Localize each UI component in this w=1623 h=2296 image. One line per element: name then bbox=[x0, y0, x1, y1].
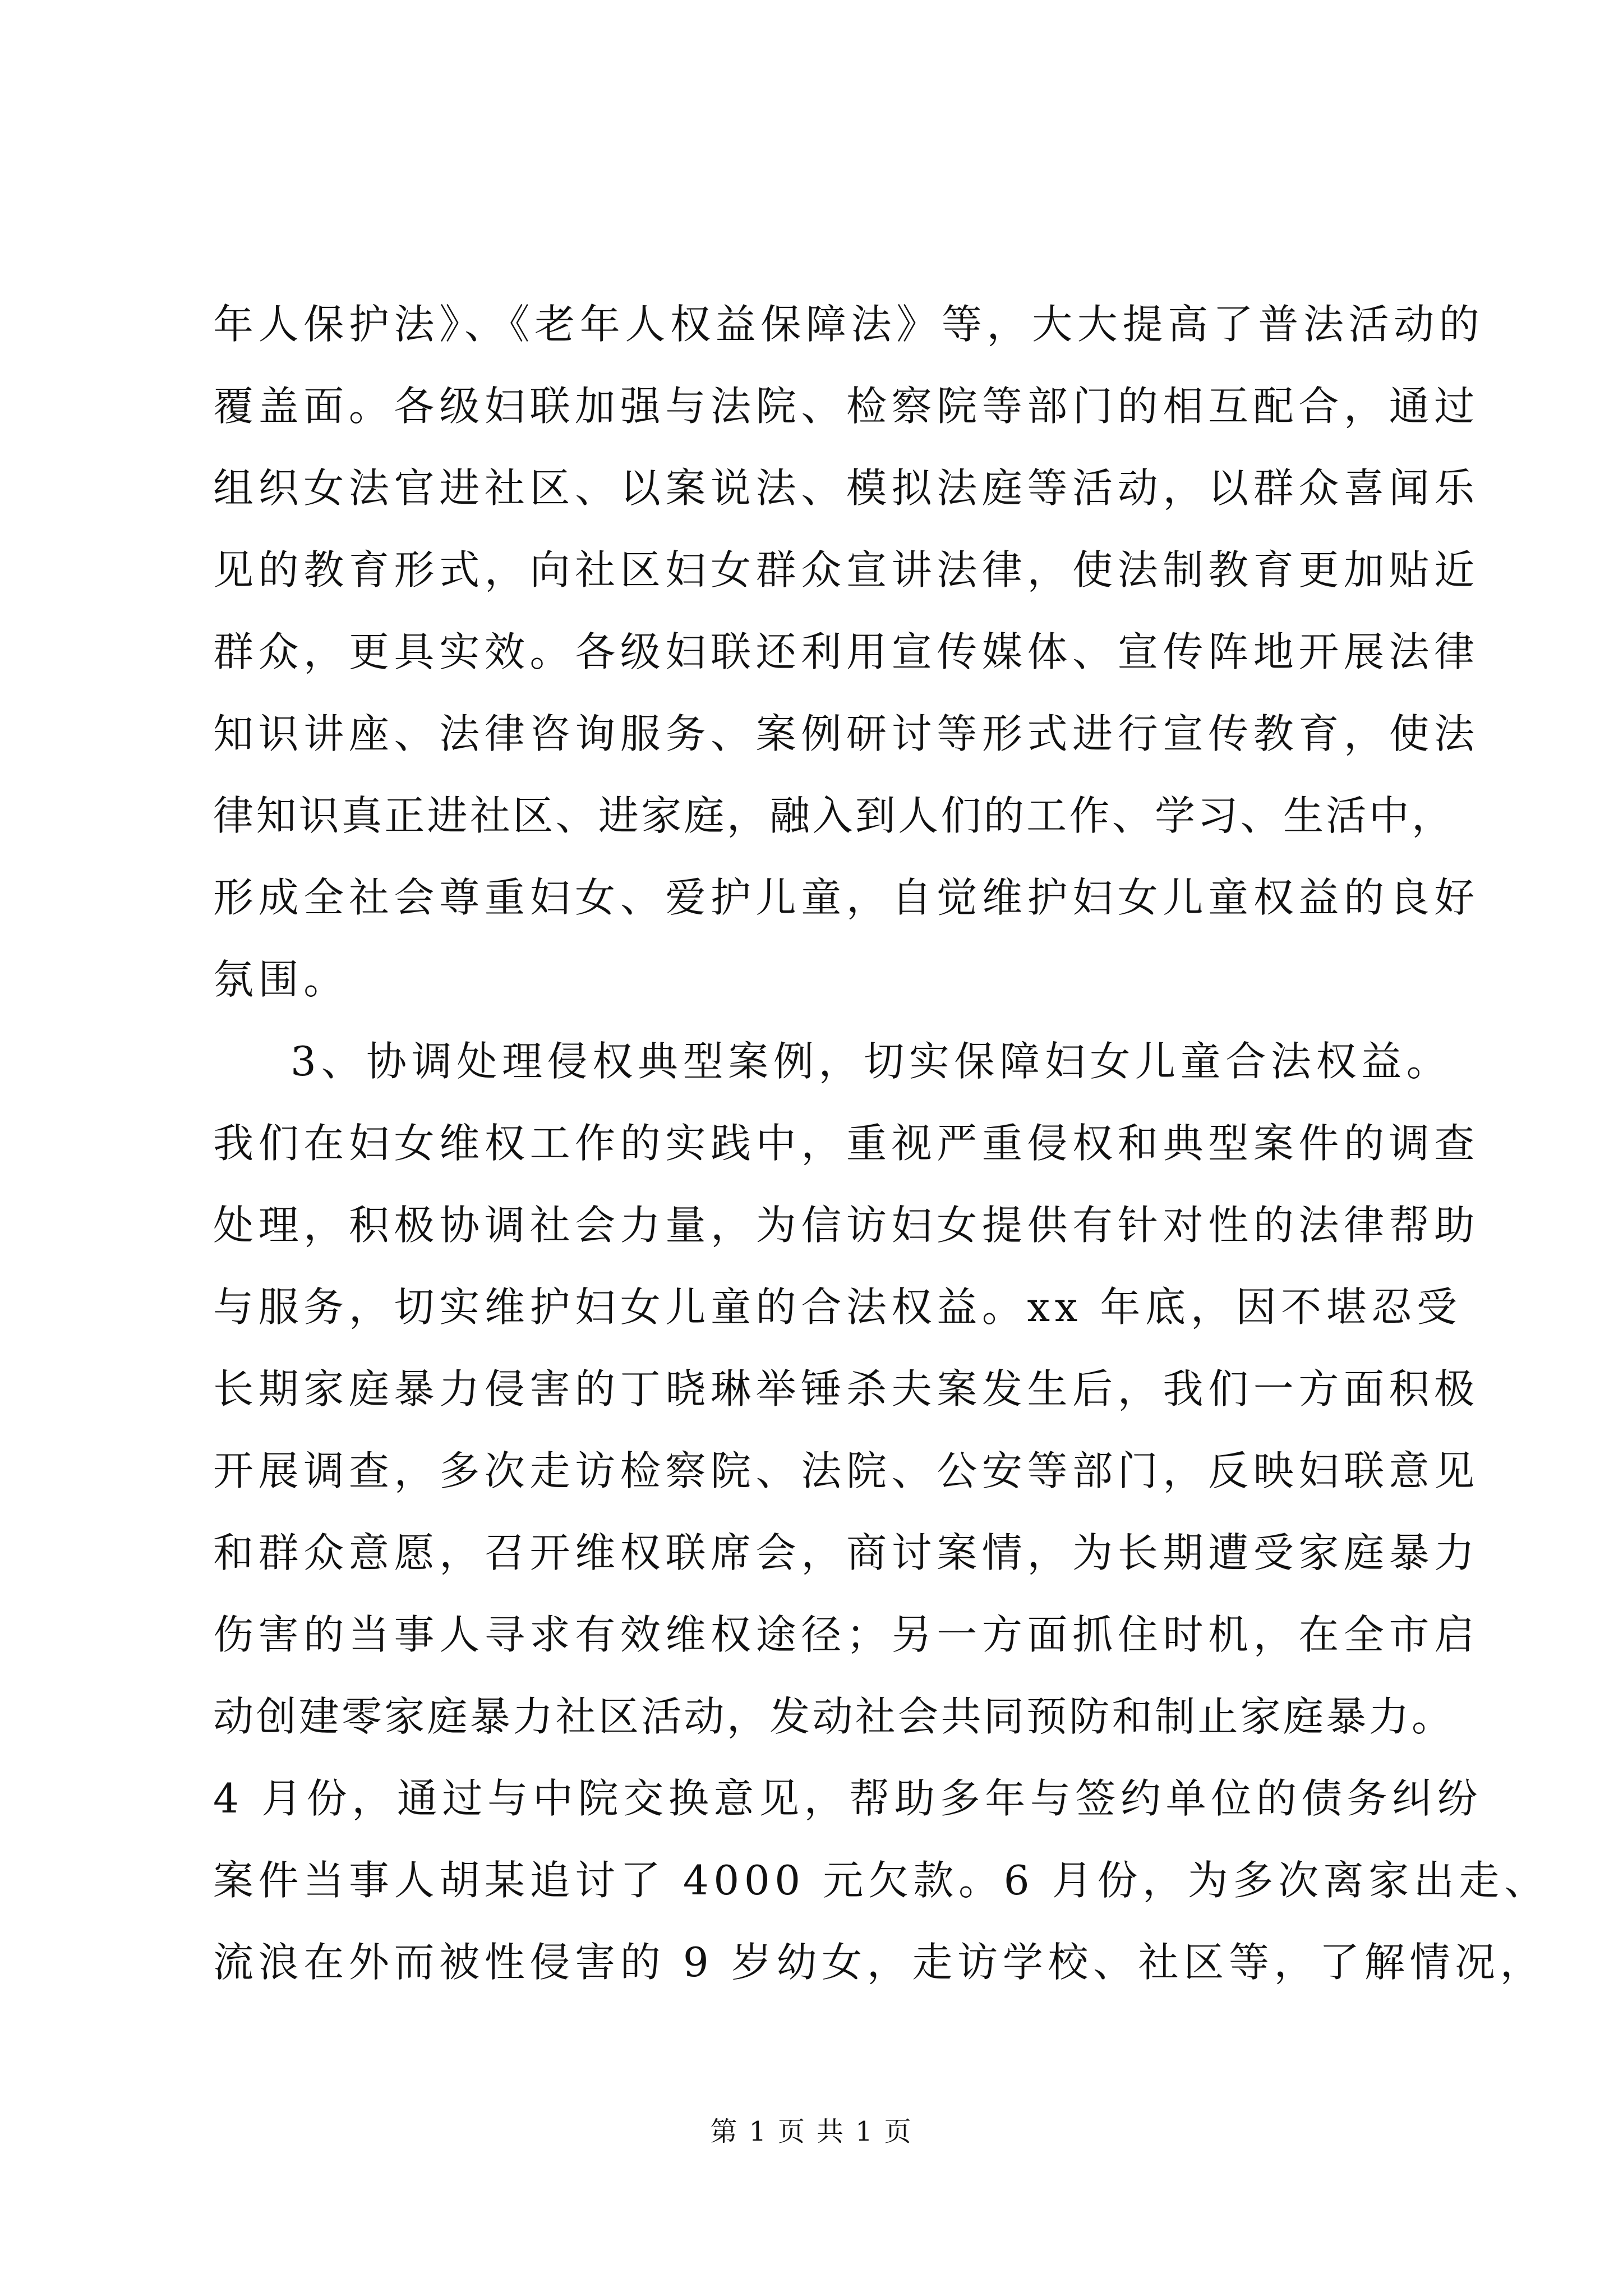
text-line: 与服务，切实维护妇女儿童的合法权益。xx 年底，因不堪忍受 bbox=[213, 1283, 1462, 1331]
section-heading: 3、协调处理侵权典型案例，切实保障妇女儿童合法权益。 bbox=[291, 1038, 1452, 1085]
text-line: 和群众意愿，召开维权联席会，商讨案情，为长期遭受家庭暴力 bbox=[213, 1529, 1479, 1576]
page-number-footer: 第 1 页 共 1 页 bbox=[710, 2116, 913, 2147]
text-line: 氛围。 bbox=[213, 956, 349, 1003]
text-line: 长期家庭暴力侵害的丁晓琳举锤杀夫案发生后，我们一方面积极 bbox=[213, 1365, 1479, 1412]
text-line: 流浪在外而被性侵害的 9 岁幼女，走访学校、社区等，了解情况， bbox=[213, 1939, 1546, 1986]
text-line: 群众，更具实效。各级妇联还利用宣传媒体、宣传阵地开展法律 bbox=[213, 628, 1479, 675]
text-line: 处理，积极协调社会力量，为信访妇女提供有针对性的法律帮助 bbox=[213, 1202, 1479, 1249]
text-line: 动创建零家庭暴力社区活动，发动社会共同预防和制止家庭暴力。 bbox=[213, 1693, 1455, 1740]
document-body bbox=[213, 283, 1550, 2003]
text-line: 案件当事人胡某追讨了 4000 元欠款。6 月份，为多次离家出走、 bbox=[213, 1857, 1550, 1904]
text-line: 覆盖面。各级妇联加强与法院、检察院等部门的相互配合，通过 bbox=[213, 383, 1479, 430]
text-line: 年人保护法》、《老年人权益保障法》等，大大提高了普法活动的 bbox=[213, 301, 1484, 348]
text-line: 开展调查，多次走访检察院、法院、公安等部门，反映妇联意见 bbox=[213, 1447, 1479, 1494]
text-line: 伤害的当事人寻求有效维权途径；另一方面抓住时机，在全市启 bbox=[213, 1611, 1479, 1658]
text-line: 我们在妇女维权工作的实践中，重视严重侵权和典型案件的调查 bbox=[213, 1120, 1479, 1167]
text-line: 组织女法官进社区、以案说法、模拟法庭等活动，以群众喜闻乐 bbox=[213, 464, 1479, 512]
text-line: 知识讲座、法律咨询服务、案例研讨等形式进行宣传教育，使法 bbox=[213, 710, 1479, 757]
text-line: 4 月份，通过与中院交换意见，帮助多年与签约单位的债务纠纷 bbox=[213, 1775, 1483, 1822]
text-line: 形成全社会尊重妇女、爱护儿童，自觉维护妇女儿童权益的良好 bbox=[213, 874, 1479, 921]
text-line: 见的教育形式，向社区妇女群众宣讲法律，使法制教育更加贴近 bbox=[213, 546, 1479, 593]
text-line: 律知识真正进社区、进家庭，融入到人们的工作、学习、生活中， bbox=[213, 792, 1455, 839]
